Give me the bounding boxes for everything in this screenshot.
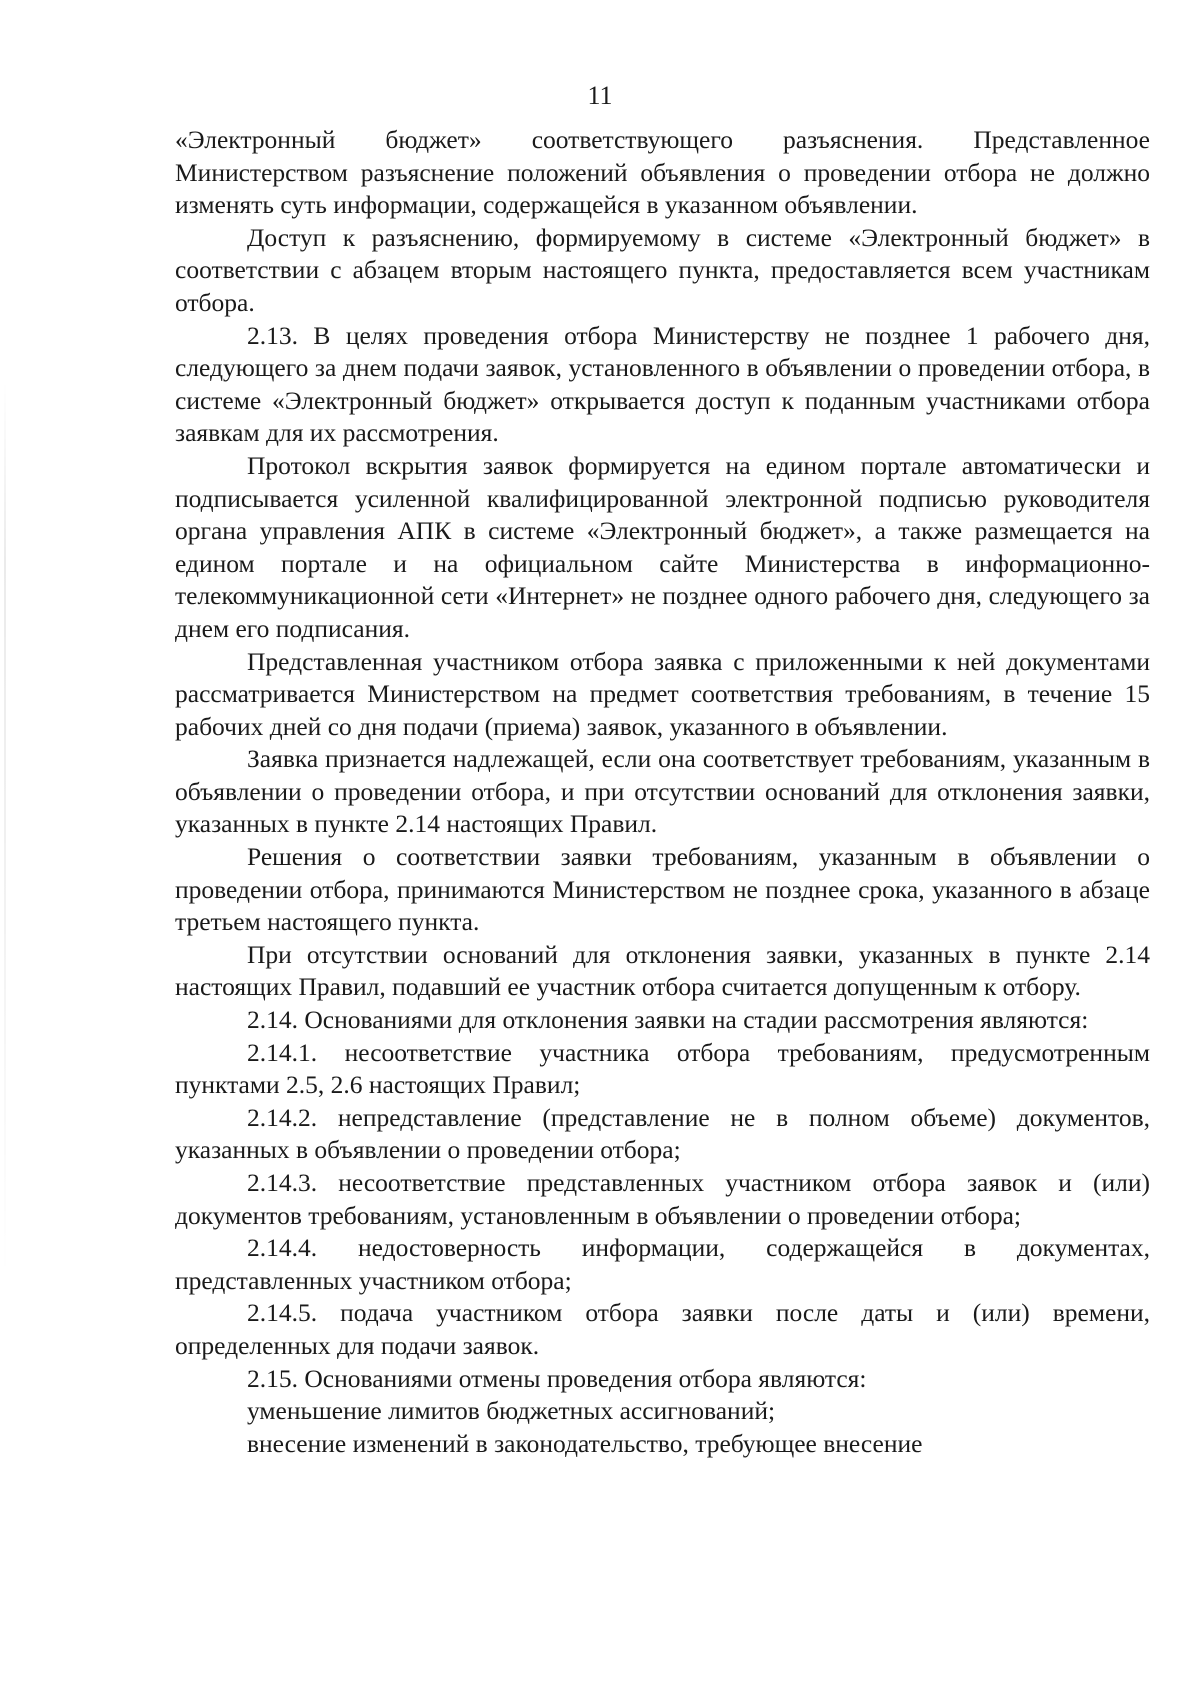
paragraph: 2.13. В целях проведения отбора Министерству не позднее 1 рабочего дня, следующего за днем подачи заявок, установленного в объявлении о проведении отбора, в системе «Электронный бюджет» открывается доступ к поданным участниками отбора заявкам для их рассмотрения.: [175, 320, 1150, 448]
paragraph: Решения о соответствии заявки требованиям, указанным в объявлении о проведении отбора, принимаются Министерством не позднее срока, указанного в абзаце третьем настоящего пункта.: [175, 842, 1150, 937]
paragraph: Доступ к разъяснению, формируемому в системе «Электронный бюджет» в соответствии с абзацем вторым настоящего пункта, предоставляется всем участникам отбора.: [175, 222, 1150, 317]
document-body: [175, 124, 1150, 1460]
paragraph: 2.14.5. подача участником отбора заявки после даты и (или) времени, определенных для подачи заявок.: [175, 1298, 1150, 1360]
paragraph: «Электронный бюджет» соответствующего разъяснения. Представленное Министерством разъяснение положений объявления о проведении отбора не должно изменять суть информации, содержащейся в указанном объявлении.: [175, 125, 1150, 220]
paragraph: 2.14.4. недостоверность информации, содержащейся в документах, представленных участником отбора;: [175, 1233, 1150, 1295]
paragraph: 2.14.3. несоответствие представленных участником отбора заявок и (или) документов требованиям, установленным в объявлении о проведении отбора;: [175, 1168, 1150, 1230]
paragraph: Протокол вскрытия заявок формируется на едином портале автоматически и подписывается усиленной квалифицированной электронной подписью руководителя органа управления АПК в системе «Электронный бюджет», а также размещается на едином портале и на официальном сайте Министерства в информационно-телекоммуникационной сети «Интернет» не позднее одного рабочего дня, следующего за днем его подписания.: [175, 450, 1150, 643]
page-number: 11: [587, 81, 613, 110]
paragraph: Заявка признается надлежащей, если она соответствует требованиям, указанным в объявлении о проведении отбора, и при отсутствии оснований для отклонения заявки, указанных в пункте 2.14 настоящих Правил.: [175, 744, 1150, 839]
paragraph: уменьшение лимитов бюджетных ассигнований;: [247, 1396, 776, 1426]
paragraph: 2.14. Основаниями для отклонения заявки на стадии рассмотрения являются:: [247, 1005, 1089, 1035]
paragraph: внесение изменений в законодательство, требующее внесение: [247, 1428, 923, 1458]
paragraph: При отсутствии оснований для отклонения заявки, указанных в пункте 2.14 настоящих Правил, подавший ее участник отбора считается допущенным к отбору.: [175, 939, 1150, 1002]
paragraph: 2.15. Основаниями отмены проведения отбора являются:: [247, 1363, 867, 1393]
paragraph: 2.14.2. непредставление (представление не в полном объеме) документов, указанных в объявлении о проведении отбора;: [175, 1102, 1150, 1165]
scan-edge-artifact: [4, 380, 6, 1280]
paragraph: 2.14.1. несоответствие участника отбора требованиям, предусмотренным пунктами 2.5, 2.6 настоящих Правил;: [175, 1037, 1150, 1100]
paragraph: Представленная участником отбора заявка с приложенными к ней документами рассматривается Министерством на предмет соответствия требованиям, в течение 15 рабочих дней со дня подачи (приема) заявок, указанного в объявлении.: [175, 646, 1150, 741]
